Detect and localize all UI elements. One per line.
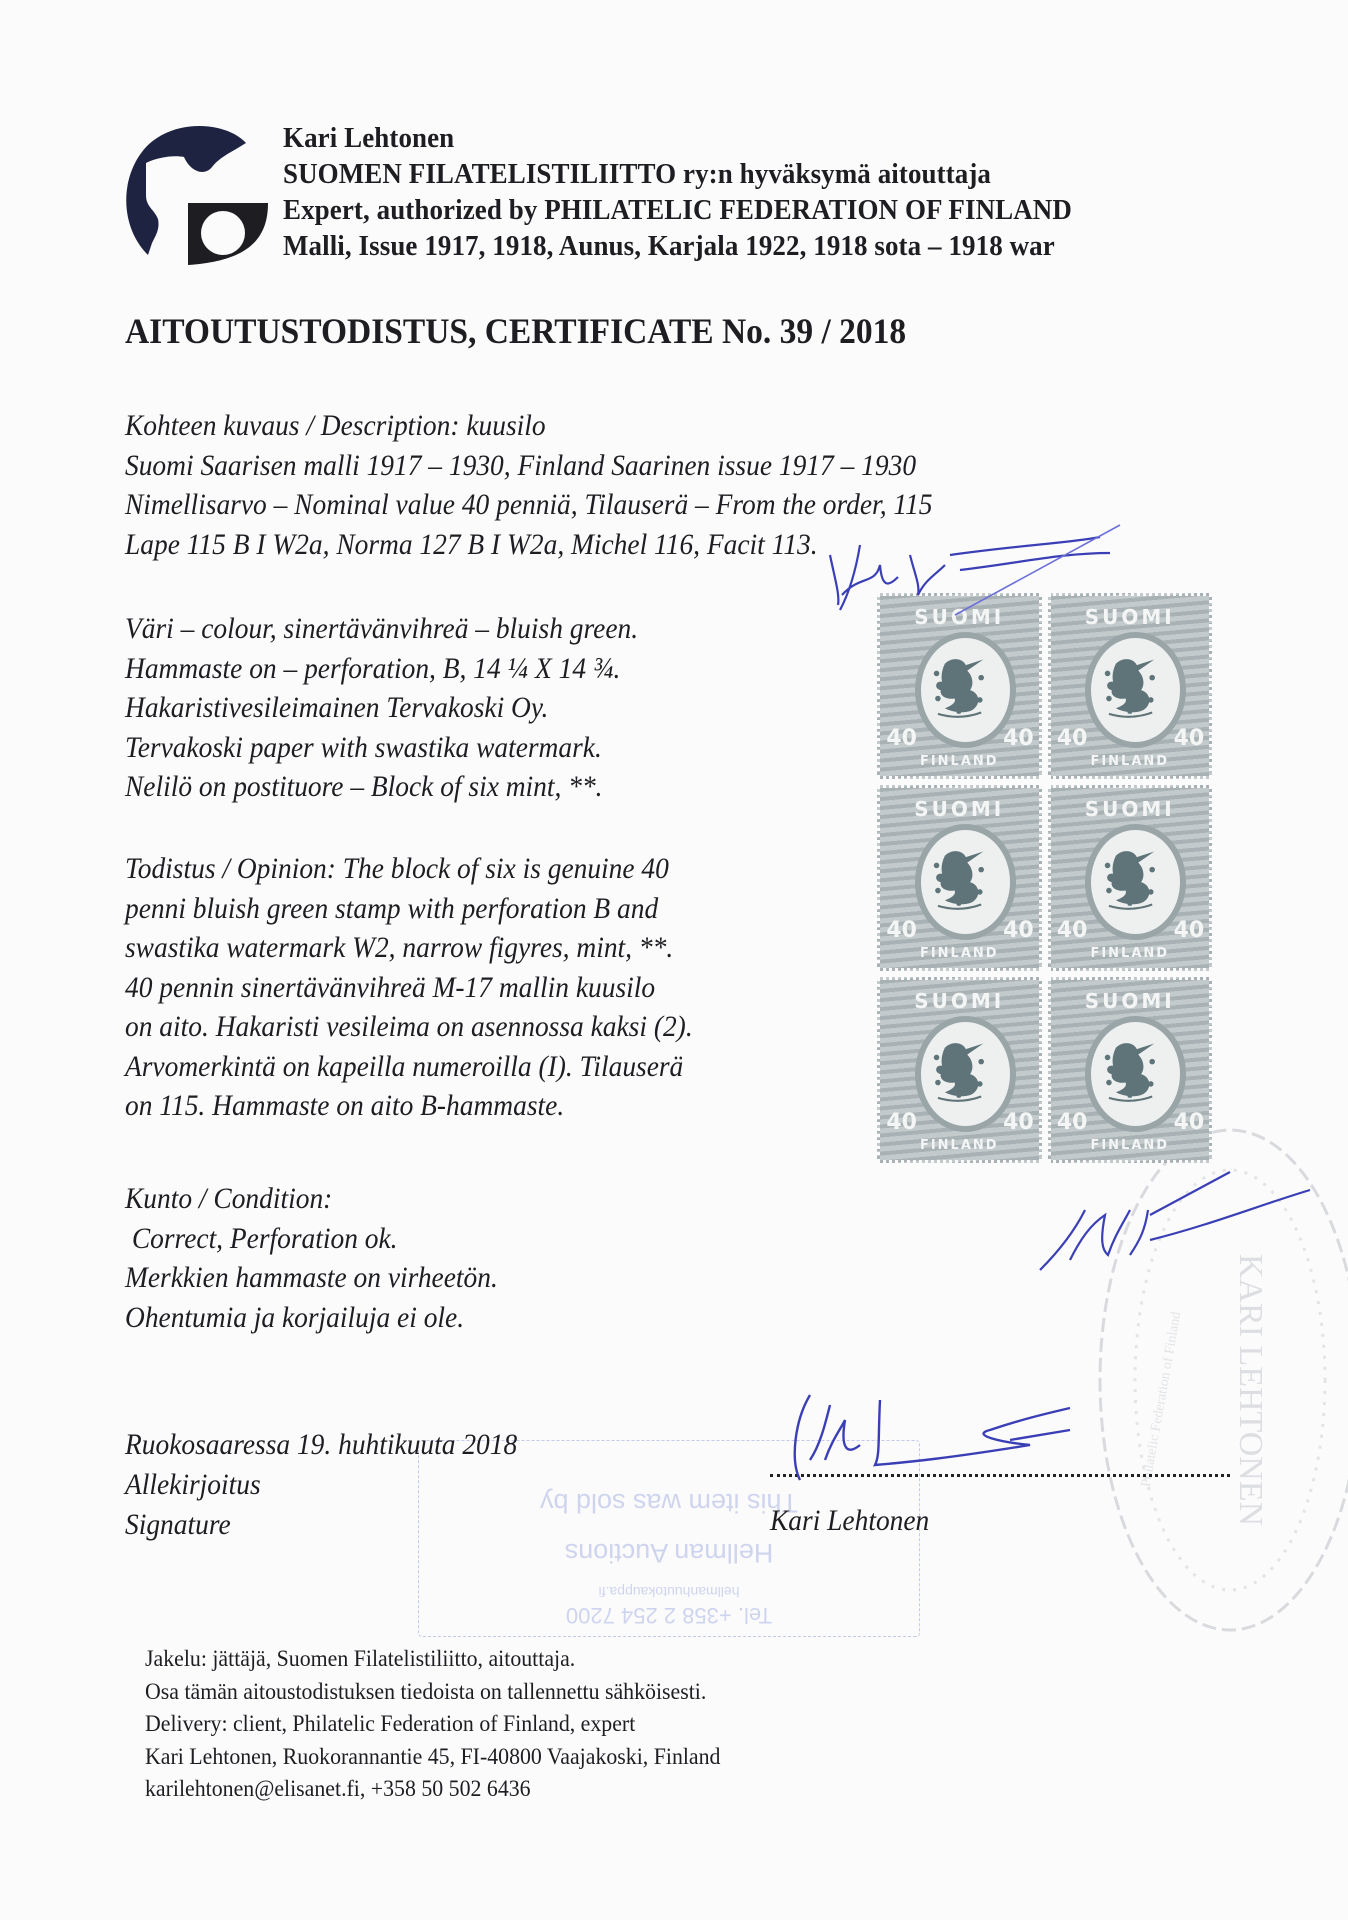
signature-label-fi: Allekirjoitus: [125, 1469, 261, 1501]
lion-coat-of-arms-icon: [924, 837, 994, 916]
stamp-country-text-bottom: FINLAND: [1090, 1137, 1170, 1153]
expert-name: Kari Lehtonen: [283, 122, 455, 154]
stamp-country-text: SUOMI: [1084, 797, 1175, 821]
condition-line: Correct, Perforation ok.: [125, 1222, 398, 1255]
properties-section: [125, 610, 677, 808]
expert-header: [283, 120, 1131, 264]
postage-stamp: [877, 785, 1042, 971]
description-line: Nimellisarvo – Nominal value 40 penniä, Tilauserä – From the order, 115: [125, 489, 933, 521]
lion-coat-of-arms-icon: [1095, 837, 1165, 916]
description-line: Lape 115 B I W2a, Norma 127 B I W2a, Michel 116, Facit 113.: [125, 528, 818, 561]
footer-contact: karilehtonen@elisanet.fi, +358 50 502 6436: [145, 1776, 531, 1801]
stamp-value-left: 40: [886, 725, 917, 751]
expert-specialties: Malli, Issue 1917, 1918, Aunus, Karjala 1922, 1918 sota – 1918 war: [283, 230, 1055, 262]
stamp-value-right: 40: [1003, 725, 1034, 751]
stamp-country-text: SUOMI: [914, 797, 1005, 821]
stamp-value-right: 40: [1173, 1109, 1205, 1135]
handwritten-signature-top: [820, 535, 1120, 655]
lion-coat-of-arms-icon: [924, 645, 994, 724]
signer-name: Kari Lehtonen: [770, 1505, 930, 1537]
condition-line: Merkkien hammaste on virheetön.: [125, 1262, 498, 1294]
property-line: Tervakoski paper with swastika watermark.: [125, 731, 602, 764]
condition-section: [125, 1180, 526, 1338]
condition-line: Ohentumia ja korjailuja ei ole.: [125, 1301, 465, 1334]
stamp-country-text-bottom: FINLAND: [919, 1137, 999, 1153]
opinion-line: penni bluish green stamp with perforation B and: [125, 892, 659, 925]
lion-coat-of-arms-icon: [1095, 1029, 1165, 1108]
footer-line: Jakelu: jättäjä, Suomen Filatelistiliitto, aitouttaja.: [145, 1646, 576, 1671]
footer-distribution: [145, 1643, 751, 1806]
opinion-line: on 115. Hammaste on aito B-hammaste.: [125, 1090, 565, 1122]
auction-stamp-line: Hellman Auctions: [564, 1538, 774, 1568]
stamp-value-left: 40: [886, 917, 917, 943]
postage-stamp: [1048, 977, 1213, 1163]
opinion-line: swastika watermark W2, narrow figyres, mint, **.: [125, 932, 674, 964]
handwritten-signature-stamp: [1030, 1170, 1320, 1330]
stamp-value-left: 40: [1056, 917, 1088, 943]
auction-stamp-line: Tel. +358 2 254 7200: [565, 1603, 773, 1628]
stamp-block-of-six: [877, 593, 1212, 1163]
seal-ring-text: Philatelic Federation of Finland: [1138, 1310, 1185, 1489]
stamp-country-text: SUOMI: [1084, 605, 1175, 629]
stamp-country-text: SUOMI: [914, 989, 1005, 1013]
seal-text: KARI LEHTONEN: [1232, 1253, 1269, 1527]
signature-label-en: Signature: [125, 1509, 231, 1541]
opinion-line: Arvomerkintä on kapeilla numeroilla (I). Tilauserä: [125, 1050, 684, 1083]
opinion-line: Todistus / Opinion: The block of six is genuine 40: [125, 853, 669, 885]
stamp-country-text-bottom: FINLAND: [1090, 945, 1170, 961]
stamp-country-text-bottom: FINLAND: [919, 945, 999, 961]
stamp-value-left: 40: [886, 1109, 917, 1135]
lion-coat-of-arms-icon: [924, 1029, 994, 1108]
postage-stamp: [1048, 785, 1213, 971]
stamp-country-text-bottom: FINLAND: [919, 753, 999, 769]
stamp-country-text: SUOMI: [1084, 989, 1175, 1013]
footer-line: Osa tämän aitoustodistuksen tiedoista on tallennettu sähköisesti.: [145, 1678, 707, 1704]
postage-stamp: [877, 977, 1042, 1163]
opinion-section: [125, 850, 735, 1127]
handwritten-signature-main: [770, 1390, 1240, 1500]
expert-affiliation-fi: SUOMEN FILATELISTILIITTO ry:n hyväksymä aitouttaja: [283, 158, 992, 190]
stamp-country-text: SUOMI: [914, 605, 1005, 629]
signature-block: [125, 1425, 547, 1545]
property-line: Hakaristivesileimainen Tervakoski Oy.: [125, 692, 549, 724]
opinion-line: on aito. Hakaristi vesileima on asennossa kaksi (2).: [125, 1011, 693, 1043]
lion-coat-of-arms-icon: [1095, 645, 1165, 724]
expert-affiliation-en: Expert, authorized by PHILATELIC FEDERATION OF FINLAND: [283, 194, 1072, 226]
stamp-value-left: 40: [1056, 1109, 1088, 1135]
auction-stamp-line: This item was sold by: [539, 1488, 799, 1518]
property-line: Väri – colour, sinertävänvihreä – bluish green.: [125, 613, 639, 645]
certificate-title: AITOUTUSTODISTUS, CERTIFICATE No. 39 / 2018: [125, 311, 907, 351]
footer-line: Delivery: client, Philatelic Federation of Finland, expert: [145, 1711, 636, 1736]
stamp-value-right: 40: [1003, 917, 1034, 943]
stamp-value-left: 40: [1056, 725, 1088, 751]
property-line: Nelilö on postituore – Block of six mint, **.: [125, 771, 603, 803]
opinion-line: 40 pennin sinertävänvihreä M-17 mallin kuusilo: [125, 971, 656, 1004]
description-line: Kohteen kuvaus / Description: kuusilo: [125, 410, 546, 442]
place-and-date: Ruokosaaressa 19. huhtikuuta 2018: [125, 1429, 518, 1461]
property-line: Hammaste on – perforation, B, 14 ¼ X 14 ¾.: [125, 652, 621, 685]
stamp-value-right: 40: [1173, 725, 1205, 751]
footer-address: Kari Lehtonen, Ruokorannantie 45, FI-40800 Vaajakoski, Finland: [145, 1743, 721, 1769]
auction-stamp-line: hellmanhuutokauppa.fi: [598, 1584, 740, 1600]
description-line: Suomi Saarisen malli 1917 – 1930, Finland Saarinen issue 1917 – 1930: [125, 449, 917, 482]
stamp-value-right: 40: [1173, 917, 1205, 943]
philatelic-federation-logo-icon: [118, 115, 278, 275]
condition-heading: Kunto / Condition:: [125, 1183, 333, 1215]
stamp-country-text-bottom: FINLAND: [1090, 753, 1170, 769]
stamp-value-right: 40: [1003, 1109, 1034, 1135]
